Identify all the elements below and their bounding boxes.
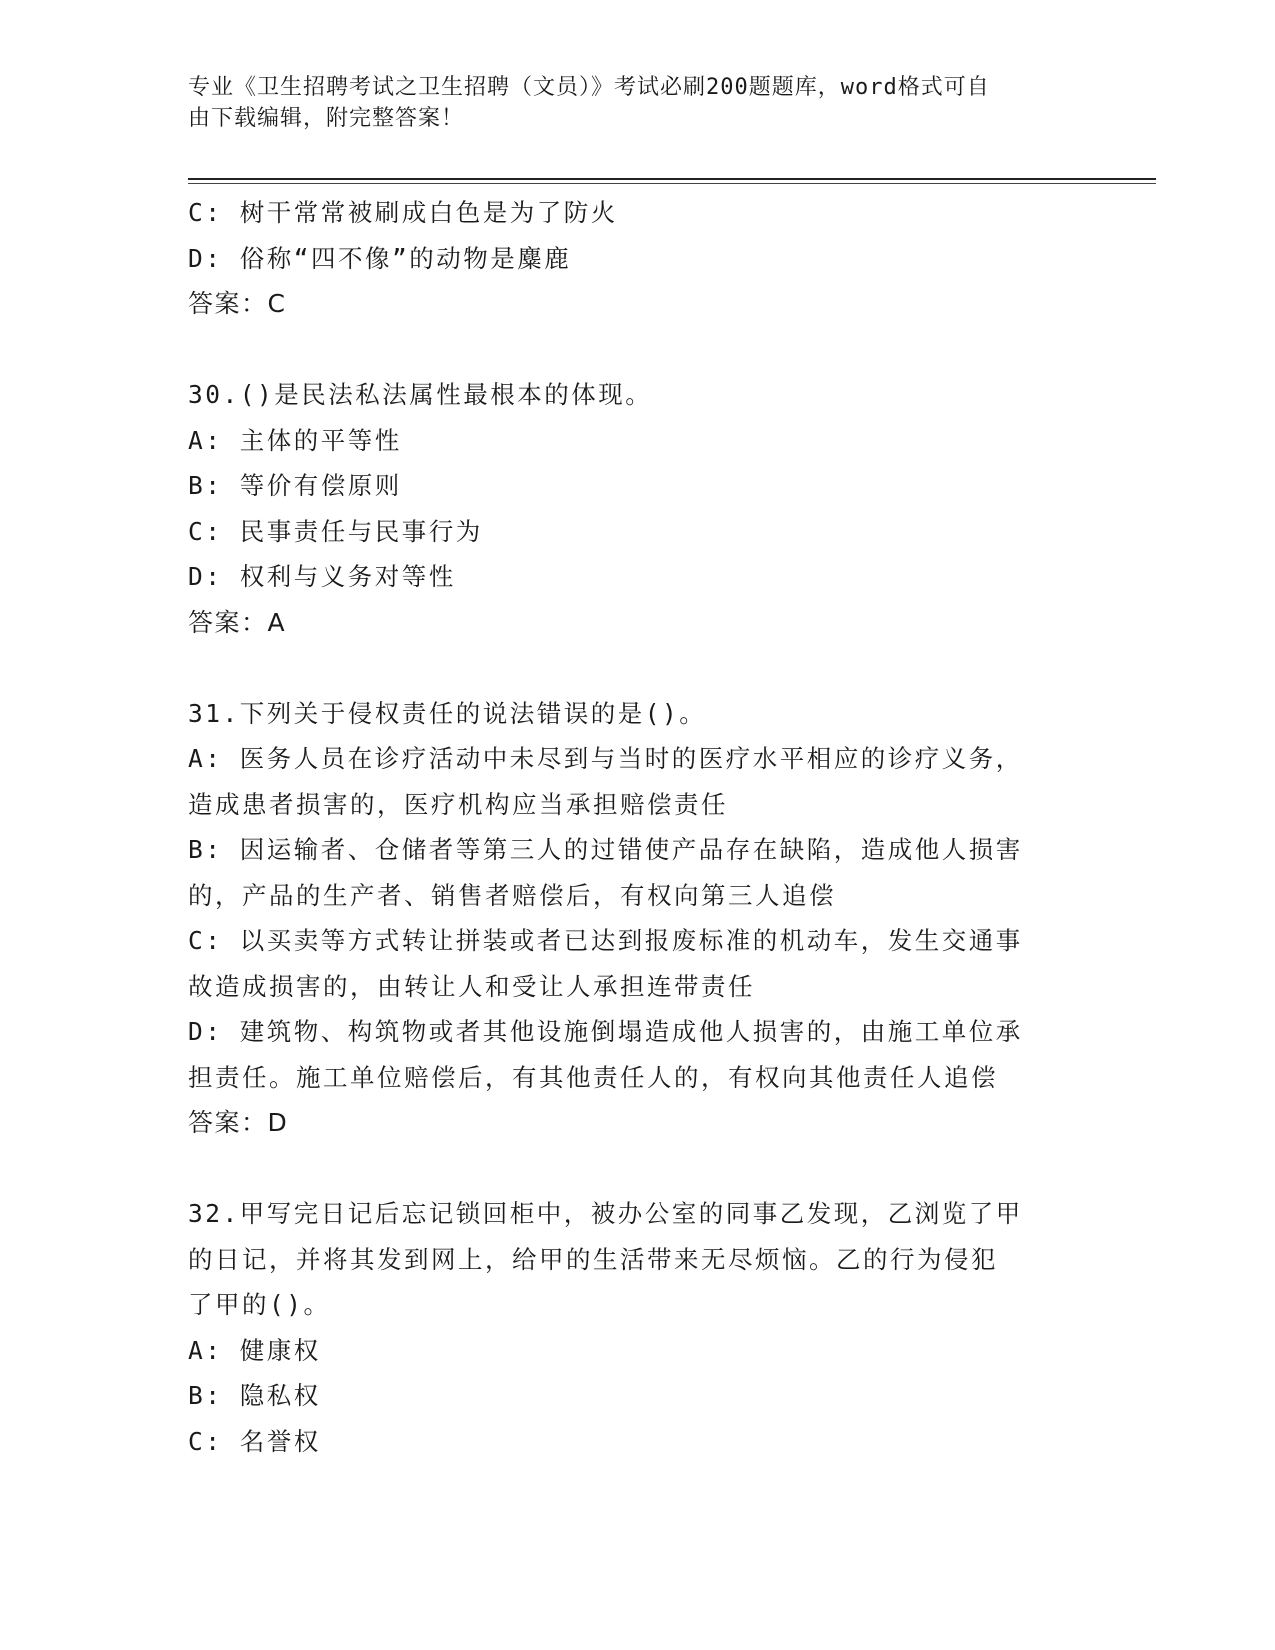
answer-line: 答案：D — [188, 1108, 289, 1137]
question-stem-line-1: 32.甲写完日记后忘记锁回柜中，被办公室的同事乙发现，乙浏览了甲 — [188, 1199, 1023, 1228]
question-stem: 30.()是民法私法属性最根本的体现。 — [188, 380, 653, 409]
option-b: B: 隐私权 — [188, 1381, 321, 1410]
option-c: C: 树干常常被刷成白色是为了防火 — [188, 198, 618, 227]
header-line-2: 由下载编辑，附完整答案！ — [188, 106, 465, 131]
option-b-line-1: B: 因运输者、仓储者等第三人的过错使产品存在缺陷，造成他人损害 — [188, 835, 1023, 864]
question-32 — [188, 1191, 1088, 1464]
question-list — [188, 190, 1088, 1464]
question-29-tail — [188, 190, 1088, 327]
spacer — [188, 327, 1088, 372]
spacer — [188, 646, 1088, 691]
answer-line: 答案：C — [188, 289, 287, 318]
question-stem-line-3: 了甲的()。 — [188, 1290, 331, 1319]
spacer — [188, 1146, 1088, 1191]
option-a-line-2: 造成患者损害的，医疗机构应当承担赔偿责任 — [188, 789, 728, 819]
question-31 — [188, 691, 1088, 1147]
option-b: B: 等价有偿原则 — [188, 471, 402, 500]
option-b-line-2: 的，产品的生产者、销售者赔偿后，有权向第三人追偿 — [188, 880, 836, 910]
header-line-1: 专业《卫生招聘考试之卫生招聘（文员）》考试必刷200题题库，word格式可自 — [188, 75, 990, 100]
option-d: D: 权利与义务对等性 — [188, 562, 456, 591]
question-stem: 31.下列关于侵权责任的说法错误的是()。 — [188, 698, 707, 728]
option-d-line-2: 担责任。施工单位赔偿后，有其他责任人的，有权向其他责任人追偿 — [188, 1062, 998, 1092]
option-a-line-1: A: 医务人员在诊疗活动中未尽到与当时的医疗水平相应的诊疗义务， — [188, 744, 1023, 773]
option-a: A: 主体的平等性 — [188, 425, 402, 455]
answer-line: 答案：A — [188, 607, 287, 637]
option-d: D: 俗称“四不像”的动物是麋鹿 — [188, 243, 572, 273]
option-c-line-1: C: 以买卖等方式转让拼装或者已达到报废标准的机动车，发生交通事 — [188, 926, 1023, 955]
page-header — [188, 72, 1088, 134]
header-divider-thin — [188, 183, 1156, 184]
question-30 — [188, 372, 1088, 646]
option-a: A: 健康权 — [188, 1335, 321, 1365]
option-c-line-2: 故造成损害的，由转让人和受让人承担连带责任 — [188, 971, 755, 1001]
option-d-line-1: D: 建筑物、构筑物或者其他设施倒塌造成他人损害的，由施工单位承 — [188, 1017, 1023, 1046]
question-stem-line-2: 的日记，并将其发到网上，给甲的生活带来无尽烦恼。乙的行为侵犯 — [188, 1244, 998, 1274]
option-c: C: 民事责任与民事行为 — [188, 516, 483, 546]
option-c: C: 名誉权 — [188, 1426, 321, 1456]
header-divider-thick — [188, 178, 1156, 180]
